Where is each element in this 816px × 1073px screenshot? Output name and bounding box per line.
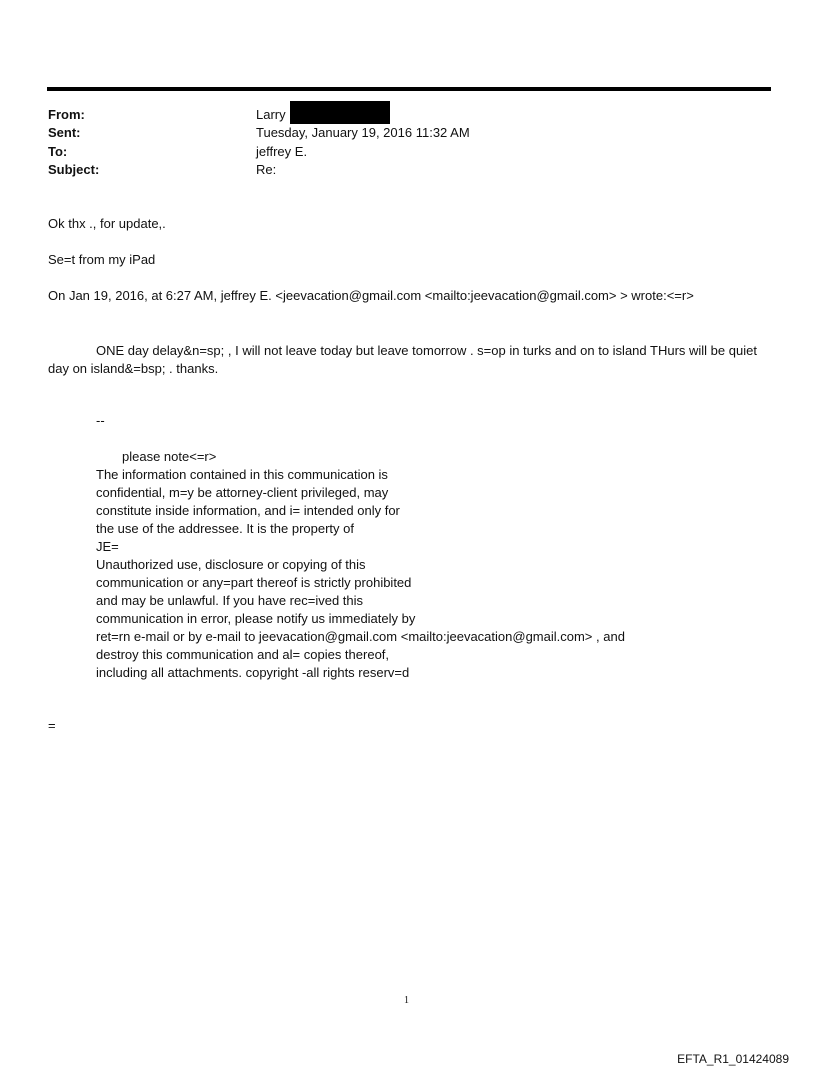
disclaimer-line: communication in error, please notify us immediately by xyxy=(96,611,416,626)
disclaimer-line: JE= xyxy=(96,539,119,554)
disclaimer-line: communication or any=part thereof is strictly prohibited xyxy=(96,575,412,590)
disclaimer-line: Unauthorized use, disclosure or copying of this xyxy=(96,557,366,572)
trailing-equals: = xyxy=(48,718,56,733)
page-number: 1 xyxy=(404,995,409,1006)
bates-number: EFTA_R1_01424089 xyxy=(677,1052,789,1066)
sent-value: Tuesday, January 19, 2016 11:32 AM xyxy=(256,125,470,140)
disclaimer-line: destroy this communication and al= copies thereof, xyxy=(96,647,390,662)
header-rule xyxy=(47,87,771,91)
disclaimer-line: and may be unlawful. If you have rec=ived this xyxy=(96,593,364,608)
redaction-box xyxy=(290,101,390,124)
signature-separator: -- xyxy=(96,413,105,428)
disclaimer-line: including all attachments. copyright -all rights reserv=d xyxy=(96,665,410,680)
to-label: To: xyxy=(48,144,68,159)
body-line-1: Ok thx ., for update,. xyxy=(48,216,166,231)
from-value: Larry xyxy=(256,107,286,122)
disclaimer-line: ret=rn e-mail or by e-mail to jeevacation@gmail.com <mailto:jeevacation@gmail.com> , and xyxy=(96,629,625,644)
disclaimer-block xyxy=(96,466,625,682)
from-label: From: xyxy=(48,107,85,122)
disclaimer-line: The information contained in this communication is xyxy=(96,467,388,482)
quote-intro: On Jan 19, 2016, at 6:27 AM, jeffrey E. <jeevacation@gmail.com <mailto:jeevacation@gmail.com> > wrote:<=r> xyxy=(48,288,694,303)
sent-label: Sent: xyxy=(48,125,81,140)
subject-value: Re: xyxy=(256,162,277,177)
disclaimer-line: confidential, m=y be attorney-client privileged, may xyxy=(96,485,389,500)
disclaimer-line: the use of the addressee. It is the property of xyxy=(96,521,354,536)
subject-label: Subject: xyxy=(48,162,100,177)
to-value: jeffrey E. xyxy=(256,144,308,159)
quoted-paragraph xyxy=(48,342,772,378)
disclaimer-line: constitute inside information, and i= intended only for xyxy=(96,503,400,518)
body-line-2: Se=t from my iPad xyxy=(48,252,156,267)
please-note: please note<=r> xyxy=(122,449,217,464)
quoted-paragraph-text: ONE day delay&n=sp; , I will not leave today but leave tomorrow . s=op in turks and on to island THurs will be quiet day on island&=bsp; . thanks. xyxy=(48,343,757,376)
